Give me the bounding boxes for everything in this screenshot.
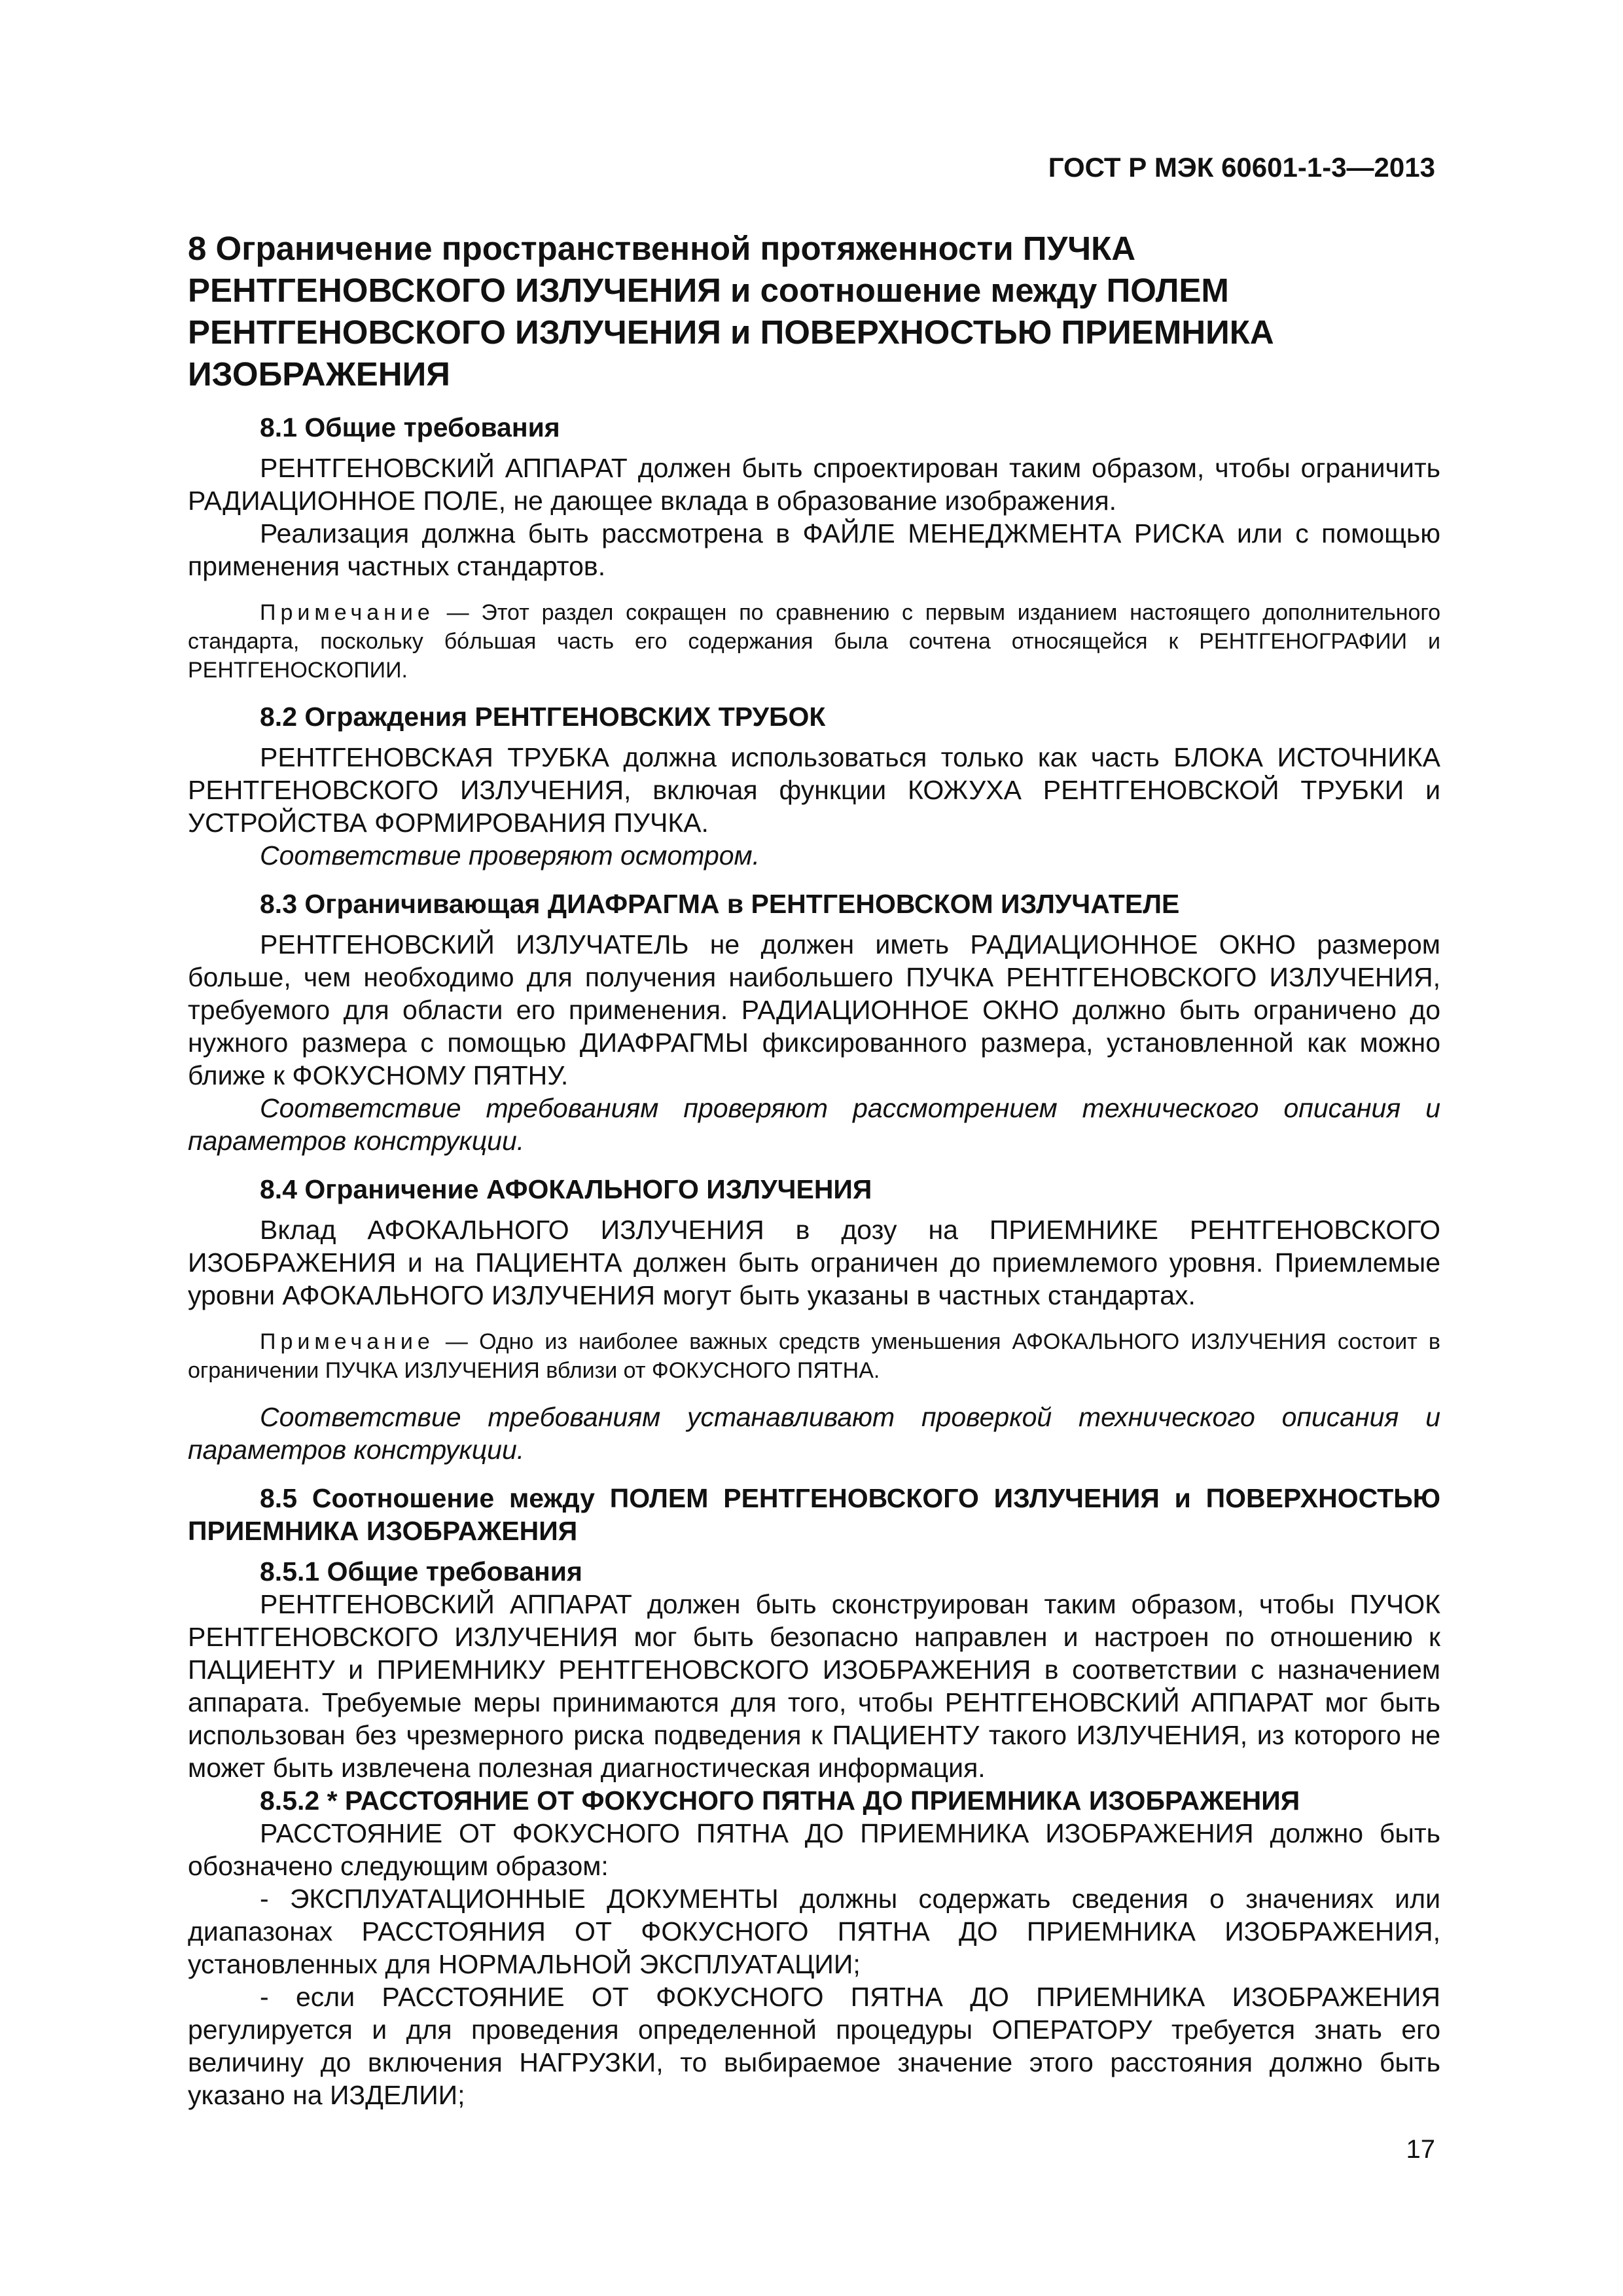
section-8-5-2-heading: 8.5.2 * РАССТОЯНИЕ ОТ ФОКУСНОГО ПЯТНА ДО ПРИЕМНИКА ИЗОБРАЖЕНИЯ xyxy=(260,1785,1300,1816)
section-8-1-note xyxy=(188,598,1440,685)
section-8-5-2-list-item-1: - ЭКСПЛУАТАЦИОННЫЕ ДОКУМЕНТЫ должны содержать сведения о значениях или диапазонах РАССТОЯНИЯ ОТ ФОКУСНОГО ПЯТНА ДО ПРИЕМНИКА ИЗОБРАЖЕНИЯ, установленных для НОРМАЛЬНОЙ ЭКСПЛУАТАЦИИ; xyxy=(188,1884,1440,1979)
section-8-4-note xyxy=(188,1327,1440,1385)
section-8-4-heading: 8.4 Ограничение АФОКАЛЬНОГО ИЗЛУЧЕНИЯ xyxy=(260,1174,872,1204)
section-8-5-1-heading: 8.5.1 Общие требования xyxy=(260,1556,582,1587)
section-8-1-paragraph-2: Реализация должна быть рассмотрена в ФАЙЛЕ МЕНЕДЖМЕНТА РИСКА или с помощью применения частных стандартов. xyxy=(188,518,1440,581)
section-8-title: 8 Ограничение пространственной протяженности ПУЧКА РЕНТГЕНОВСКОГО ИЗЛУЧЕНИЯ и соотношение между ПОЛЕМ РЕНТГЕНОВСКОГО ИЗЛУЧЕНИЯ и ПОВЕРХНОСТЬЮ ПРИЕМНИКА ИЗОБРАЖЕНИЯ xyxy=(188,230,1274,393)
section-8-5-1-paragraph-1: РЕНТГЕНОВСКИЙ АППАРАТ должен быть сконструирован таким образом, чтобы ПУЧОК РЕНТГЕНОВСКОГО ИЗЛУЧЕНИЯ мог быть безопасно направлен и настроен по отношению к ПАЦИЕНТУ и ПРИЕМНИКУ РЕНТГЕНОВСКОГО ИЗОБРАЖЕНИЯ в соответствии с назначением аппарата. Требуемые меры принимаются для того, чтобы РЕНТГЕНОВСКИЙ АППАРАТ мог быть использован без чрезмерного риска подведения к ПАЦИЕНТУ такого ИЗЛУЧЕНИЯ, из которого не может быть извлечена полезная диагностическая информация. xyxy=(188,1589,1440,1783)
section-8-3-heading: 8.3 Ограничивающая ДИАФРАГМА в РЕНТГЕНОВСКОМ ИЗЛУЧАТЕЛЕ xyxy=(260,889,1180,919)
section-8-2-paragraph-1: РЕНТГЕНОВСКАЯ ТРУБКА должна использоваться только как часть БЛОКА ИСТОЧНИКА РЕНТГЕНОВСКОГО ИЗЛУЧЕНИЯ, включая функции КОЖУХА РЕНТГЕНОВСКОЙ ТРУБКИ и УСТРОЙСТВА ФОРМИРОВАНИЯ ПУЧКА. xyxy=(188,742,1440,838)
note-text: — Этот раздел сокращен по сравнению с первым изданием настоящего дополнительного стандарта, поскольку бóльшая часть его содержания была сочтена относящейся к РЕНТГЕНОГРАФИИ и РЕНТГЕНОСКОПИИ. xyxy=(188,600,1440,683)
section-8-5-2-paragraph-1: РАССТОЯНИЕ ОТ ФОКУСНОГО ПЯТНА ДО ПРИЕМНИКА ИЗОБРАЖЕНИЯ должно быть обозначено следующим образом: xyxy=(188,1818,1440,1881)
section-8-4-compliance: Соответствие требованиям устанавливают проверкой технического описания и параметров конструкции. xyxy=(188,1402,1440,1465)
note-text: — Одно из наиболее важных средств уменьшения АФОКАЛЬНОГО ИЗЛУЧЕНИЯ состоит в ограничении ПУЧКА ИЗЛУЧЕНИЯ вблизи от ФОКУСНОГО ПЯТНА. xyxy=(188,1329,1440,1383)
section-8-2-compliance: Соответствие проверяют осмотром. xyxy=(260,840,760,870)
section-8-3-paragraph-1: РЕНТГЕНОВСКИЙ ИЗЛУЧАТЕЛЬ не должен иметь РАДИАЦИОННОЕ ОКНО размером больше, чем необходимо для получения наибольшего ПУЧКА РЕНТГЕНОВСКОГО ИЗЛУЧЕНИЯ, требуемого для области его применения. РАДИАЦИОННОЕ ОКНО должно быть ограничено до нужного размера с помощью ДИАФРАГМЫ фиксированного размера, установленной как можно ближе к ФОКУСНОМУ ПЯТНУ. xyxy=(188,929,1440,1090)
section-8-1-paragraph-1: РЕНТГЕНОВСКИЙ АППАРАТ должен быть спроектирован таким образом, чтобы ограничить РАДИАЦИОННОЕ ПОЛЕ, не дающее вклада в образование изображения. xyxy=(188,453,1440,516)
section-8-3-compliance: Соответствие требованиям проверяют рассмотрением технического описания и параметров конструкции. xyxy=(188,1093,1440,1156)
section-8-5-2-list-item-2: - если РАССТОЯНИЕ ОТ ФОКУСНОГО ПЯТНА ДО ПРИЕМНИКА ИЗОБРАЖЕНИЯ регулируется и для проведения определенной процедуры ОПЕРАТОРУ требуется знать его величину до включения НАГРУЗКИ, то выбираемое значение этого расстояния должно быть указано на ИЗДЕЛИИ; xyxy=(188,1982,1440,2110)
section-8-2-heading: 8.2 Ограждения РЕНТГЕНОВСКИХ ТРУБОК xyxy=(260,702,826,732)
page-number: 17 xyxy=(1406,2135,1435,2164)
note-label: Примечание xyxy=(260,600,435,625)
standard-designation: ГОСТ Р МЭК 60601-1-3—2013 xyxy=(1048,152,1435,183)
document-body xyxy=(188,411,1440,2111)
note-label: Примечание xyxy=(260,1329,435,1354)
section-8-1-heading: 8.1 Общие требования xyxy=(260,412,560,442)
section-8-4-paragraph-1: Вклад АФОКАЛЬНОГО ИЗЛУЧЕНИЯ в дозу на ПРИЕМНИКЕ РЕНТГЕНОВСКОГО ИЗОБРАЖЕНИЯ и на ПАЦИЕНТА должен быть ограничен до приемлемого уровня. Приемлемые уровни АФОКАЛЬНОГО ИЗЛУЧЕНИЯ могут быть указаны в частных стандартах. xyxy=(188,1215,1440,1310)
section-8-5-heading: 8.5 Соотношение между ПОЛЕМ РЕНТГЕНОВСКОГО ИЗЛУЧЕНИЯ и ПОВЕРХНОСТЬЮ ПРИЕМНИКА ИЗОБРАЖЕНИЯ xyxy=(188,1483,1440,1546)
